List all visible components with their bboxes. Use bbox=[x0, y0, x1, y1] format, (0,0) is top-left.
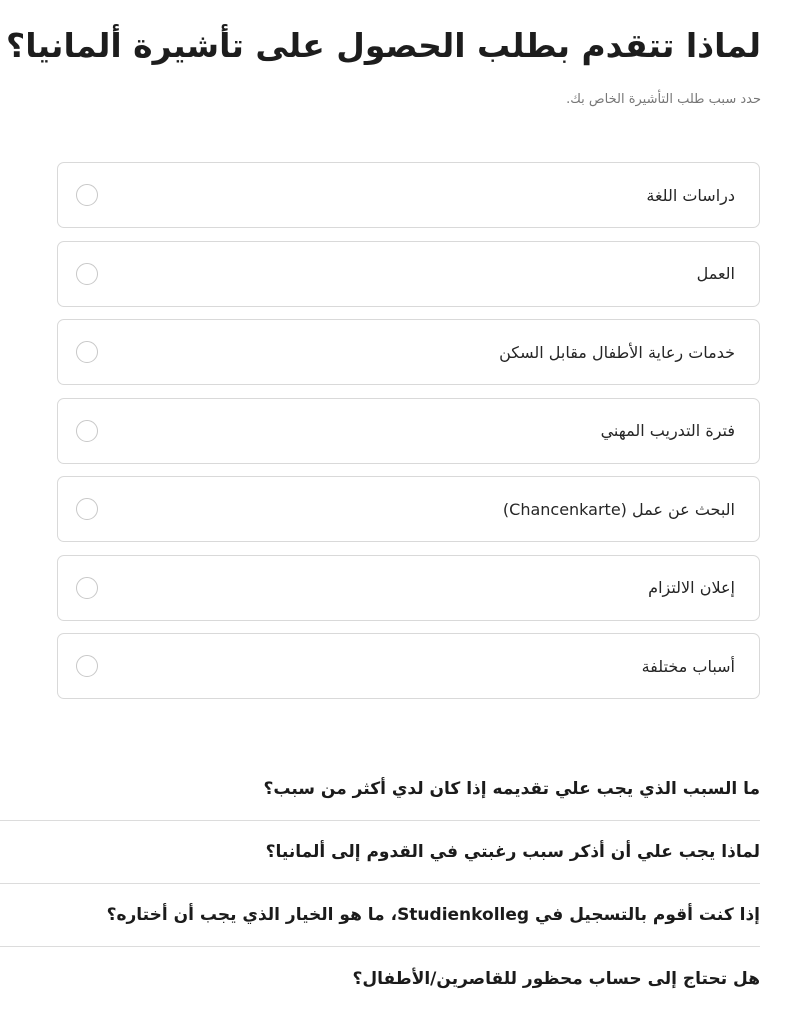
option-language-studies[interactable] bbox=[57, 162, 760, 228]
option-au-pair[interactable] bbox=[57, 319, 760, 385]
faq-list bbox=[0, 758, 760, 1010]
option-label: أسباب مختلفة bbox=[641, 656, 735, 676]
option-label: دراسات اللغة bbox=[646, 185, 735, 205]
radio-button[interactable] bbox=[76, 420, 98, 442]
radio-button[interactable] bbox=[76, 184, 98, 206]
radio-button[interactable] bbox=[76, 341, 98, 363]
radio-button[interactable] bbox=[76, 263, 98, 285]
radio-button[interactable] bbox=[76, 577, 98, 599]
option-label: خدمات رعاية الأطفال مقابل السكن bbox=[499, 342, 735, 362]
page-title: لماذا تتقدم بطلب الحصول على تأشيرة ألمانيا؟ bbox=[6, 26, 761, 65]
faq-item[interactable] bbox=[0, 821, 760, 884]
option-label: العمل bbox=[696, 264, 735, 283]
option-job-search[interactable] bbox=[57, 476, 760, 542]
radio-button[interactable] bbox=[76, 498, 98, 520]
faq-question: إذا كنت أقوم بالتسجيل في Studienkolleg، ما هو الخيار الذي يجب أن أختاره؟ bbox=[106, 905, 760, 925]
option-label: البحث عن عمل (Chancenkarte) bbox=[502, 499, 735, 519]
option-vocational-training[interactable] bbox=[57, 398, 760, 464]
option-label: إعلان الالتزام bbox=[648, 578, 735, 597]
faq-question: لماذا يجب علي أن أذكر سبب رغبتي في القدوم إلى ألمانيا؟ bbox=[265, 842, 760, 862]
option-label: فترة التدريب المهني bbox=[600, 421, 735, 440]
visa-reason-options bbox=[57, 162, 760, 712]
faq-question: ما السبب الذي يجب علي تقديمه إذا كان لدي أكثر من سبب؟ bbox=[263, 779, 760, 799]
faq-item[interactable] bbox=[0, 947, 760, 1010]
option-work[interactable] bbox=[57, 241, 760, 307]
page-subtitle: حدد سبب طلب التأشيرة الخاص بك. bbox=[566, 92, 761, 107]
faq-item[interactable] bbox=[0, 758, 760, 821]
radio-button[interactable] bbox=[76, 655, 98, 677]
option-declaration-of-commitment[interactable] bbox=[57, 555, 760, 621]
faq-question: هل تحتاج إلى حساب محظور للقاصرين/الأطفال؟ bbox=[352, 968, 760, 989]
option-other-reasons[interactable] bbox=[57, 633, 760, 699]
faq-item[interactable] bbox=[0, 884, 760, 947]
